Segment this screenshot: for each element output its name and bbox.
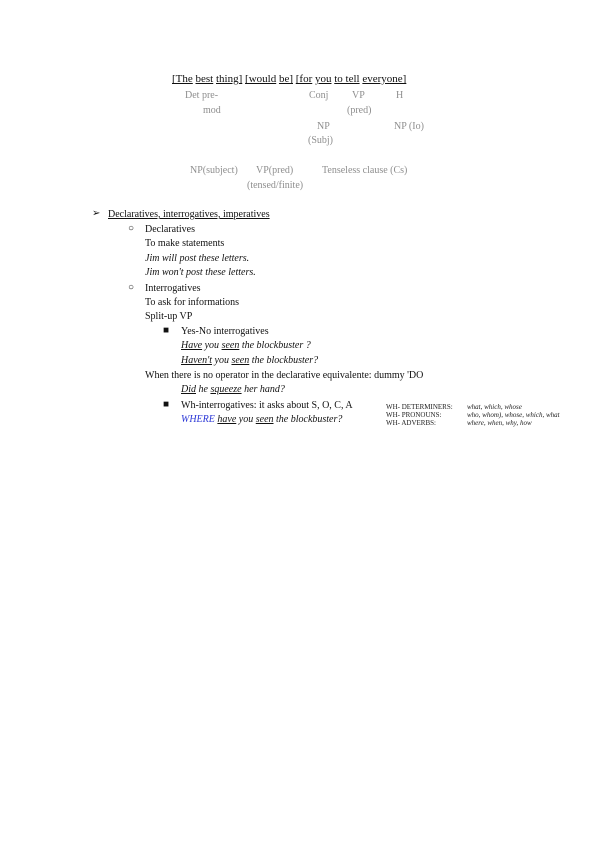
square-bullet-icon: ■: [163, 325, 170, 336]
example-text: you: [212, 355, 232, 366]
wh-word: WHERE: [181, 414, 215, 425]
verb-word: squeeze: [210, 384, 242, 395]
section-heading: Declaratives, interrogatives, imperatives: [108, 209, 270, 220]
label-np: NP: [317, 121, 330, 132]
label-det-pre: Det pre-: [185, 90, 219, 101]
declarative-example: Jim won't post these letters.: [145, 267, 256, 278]
sentence-part: thing]: [216, 73, 243, 85]
wh-example: [181, 414, 342, 425]
yesno-example: [181, 340, 311, 351]
wh-table-key: WH- DETERMINERS:: [386, 403, 453, 411]
wh-table-value: where, when, why, how: [467, 419, 532, 427]
dummy-do-example: [181, 384, 285, 395]
analyzed-sentence: [172, 73, 406, 85]
yesno-example: [181, 355, 318, 366]
example-text: the blockbuster?: [249, 355, 319, 366]
example-text: you: [236, 414, 256, 425]
operator-word: have: [217, 414, 237, 425]
sentence-part: [would: [245, 73, 277, 85]
label-np-subject: NP(subject): [190, 165, 238, 176]
dummy-do-note: When there is no operator in the declarative equivalente: dummy 'DO: [145, 370, 424, 381]
wh-table-key: WH- ADVERBS:: [386, 419, 436, 427]
declaratives-purpose: To make statements: [145, 238, 225, 249]
example-text: he: [196, 384, 211, 395]
sentence-part: you: [315, 73, 332, 85]
label-pred: (pred): [347, 105, 372, 116]
example-text: the blockbuster ?: [239, 340, 311, 351]
verb-word: seen: [221, 340, 240, 351]
example-text: her hand?: [241, 384, 285, 395]
label-vp-pred: VP(pred): [256, 165, 294, 176]
example-text: the blockbuster?: [273, 414, 343, 425]
square-bullet-icon: ■: [163, 399, 170, 410]
label-subj: (Subj): [308, 135, 333, 146]
sentence-part: [for: [295, 73, 313, 85]
circle-bullet-icon: ○: [128, 282, 135, 293]
verb-word: seen: [231, 355, 250, 366]
wh-table-key: WH- PRONOUNS:: [386, 411, 442, 419]
sentence-part: [The: [172, 73, 193, 85]
declarative-example: Jim will post these letters.: [145, 253, 250, 264]
sentence-part: everyone]: [362, 73, 407, 85]
declaratives-label: Declaratives: [145, 224, 195, 235]
sentence-part: to tell: [334, 73, 360, 85]
label-conj: Conj: [309, 90, 329, 101]
wh-table-value: what, which, whose: [467, 403, 522, 411]
sentence-part: best: [195, 73, 214, 85]
wh-table-value: who, whom), whose, which, what: [467, 411, 560, 419]
label-vp: VP: [352, 90, 365, 101]
label-tenseless: Tenseless clause (Cs): [322, 165, 408, 176]
verb-word: seen: [255, 414, 274, 425]
split-vp-label: Split-up VP: [145, 311, 193, 322]
interrogatives-label: Interrogatives: [145, 283, 201, 294]
label-h: H: [396, 90, 404, 101]
operator-word: Have: [181, 340, 203, 351]
arrow-bullet-icon: ➢: [92, 208, 101, 219]
wh-label: Wh-interrogatives: it asks about S, O, C, A: [181, 400, 353, 411]
operator-word: Haven't: [181, 355, 213, 366]
interrogatives-purpose: To ask for informations: [145, 297, 240, 308]
sentence-part: be]: [278, 73, 293, 85]
label-mod: mod: [203, 105, 221, 116]
example-text: you: [202, 340, 222, 351]
label-np-io: NP (Io): [394, 121, 424, 132]
circle-bullet-icon: ○: [128, 223, 135, 234]
yesno-label: Yes-No interrogatives: [181, 326, 269, 337]
operator-word: Did: [181, 384, 196, 395]
label-tensed: (tensed/finite): [247, 180, 304, 191]
